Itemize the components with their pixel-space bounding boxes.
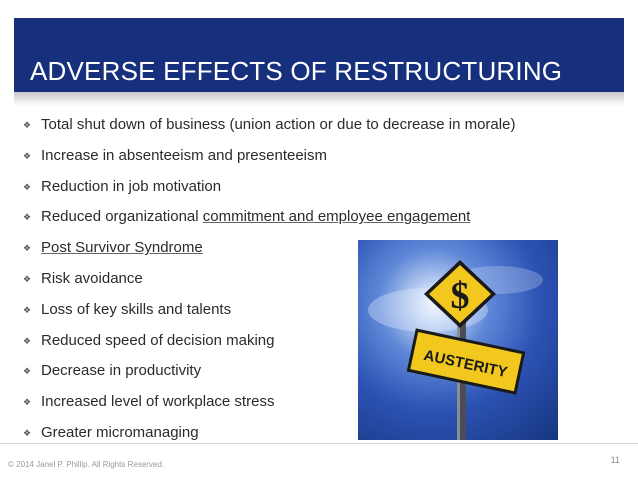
diamond-bullet-icon: ❖ <box>22 243 32 254</box>
bullet-text: Greater micromanaging <box>41 423 199 441</box>
bullet-text-prefix: Reduced organizational <box>41 208 203 226</box>
bullet-text: Decrease in productivity <box>41 362 202 380</box>
slide-title: ADVERSE EFFECTS OF RESTRUCTURING <box>30 56 563 86</box>
bullet-text: Reduced speed of decision making <box>41 331 275 349</box>
diamond-bullet-icon: ❖ <box>22 366 32 377</box>
diamond-bullet-icon: ❖ <box>22 120 32 130</box>
diamond-bullet-icon: ❖ <box>22 150 32 161</box>
bullet-text: Increased level of workplace stress <box>41 393 275 411</box>
copyright-footer: © 2014 Janel P. Phillip. All Rights Reserved. <box>8 460 165 469</box>
bullet-text: Risk avoidance <box>41 269 143 287</box>
bullet-text: Total shut down of business (union action or due to decrease in morale) <box>41 116 516 133</box>
title-bar <box>14 18 624 92</box>
austerity-sign-photo <box>358 240 558 440</box>
diamond-bullet-icon: ❖ <box>22 273 32 284</box>
commitment-engagement-link[interactable]: commitment and employee engagement <box>202 208 471 226</box>
austerity-text: AUSTERITY <box>422 346 509 382</box>
title-shadow <box>14 92 624 106</box>
diamond-bullet-icon: ❖ <box>22 304 32 315</box>
post-survivor-syndrome-link[interactable]: Post Survivor Syndrome <box>41 239 203 257</box>
bullet-text: Reduction in job motivation <box>41 177 222 195</box>
bullet-text <box>41 202 470 233</box>
austerity-rect-sign <box>407 328 526 394</box>
footer-divider <box>0 443 638 444</box>
bullet-text: Increase in absenteeism and presenteeism <box>41 146 327 164</box>
page-number: 11 <box>610 455 620 465</box>
diamond-bullet-icon: ❖ <box>22 181 32 192</box>
dollar-sign-text: $ <box>450 275 470 317</box>
austerity-sign-illustration <box>358 240 558 440</box>
diamond-bullet-icon: ❖ <box>22 427 32 438</box>
bullet-text: Loss of key skills and talents <box>41 300 232 318</box>
diamond-bullet-icon: ❖ <box>22 397 32 408</box>
diamond-bullet-icon: ❖ <box>22 212 32 223</box>
diamond-bullet-icon: ❖ <box>22 335 32 346</box>
